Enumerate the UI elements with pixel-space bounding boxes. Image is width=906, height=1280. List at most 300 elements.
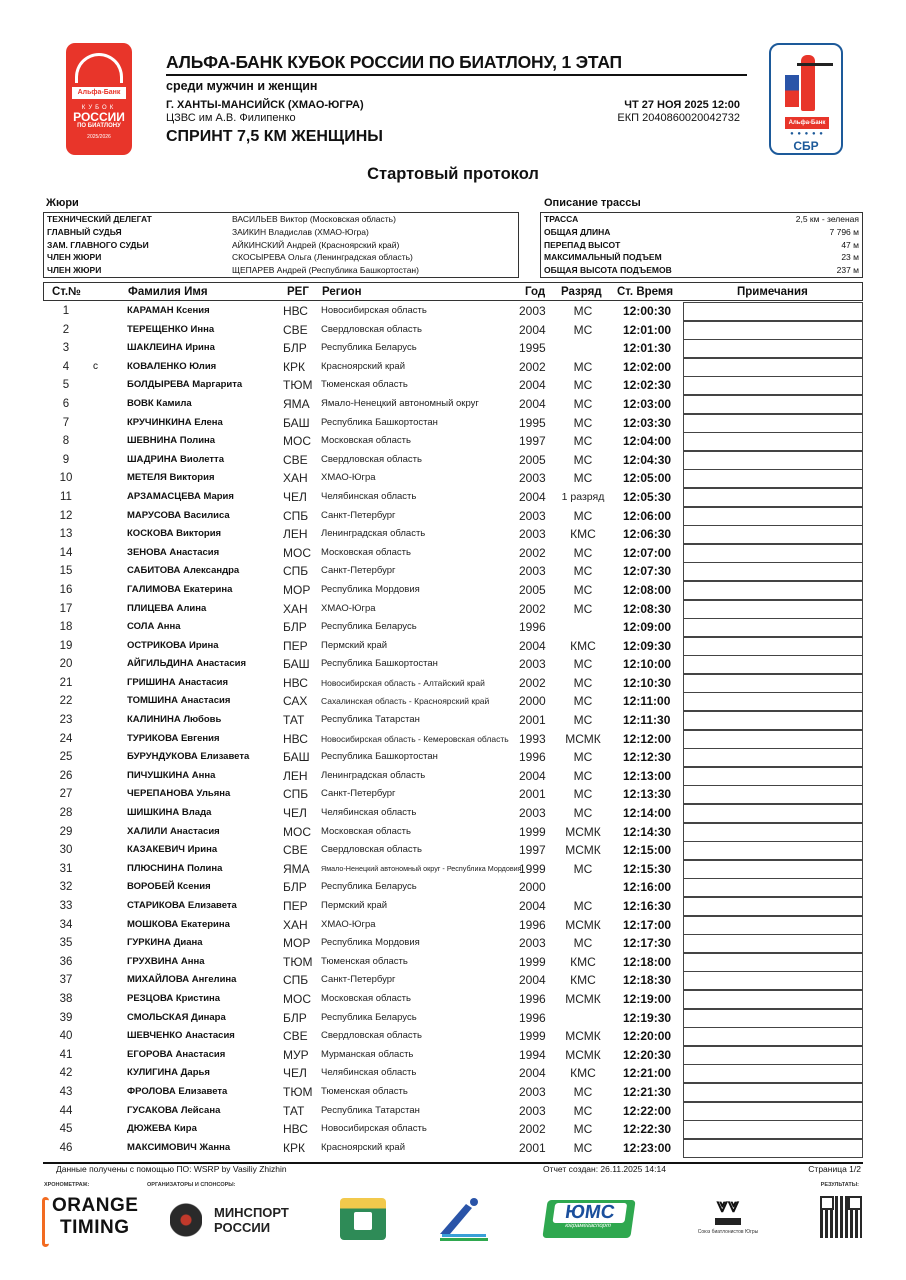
birth-year: 1994 (519, 1047, 546, 1062)
start-time: 12:19:00 (623, 991, 672, 1006)
notes-field[interactable] (683, 451, 863, 470)
start-number: 21 (59, 676, 73, 689)
start-time: 12:10:30 (623, 675, 672, 690)
notes-field[interactable] (683, 581, 863, 600)
birth-year: 1999 (519, 954, 546, 969)
region-name: Республика Башкортостан (321, 751, 438, 763)
target-icon (75, 53, 123, 83)
notes-field[interactable] (683, 1120, 863, 1139)
notes-field[interactable] (683, 692, 863, 711)
start-number: 20 (59, 658, 73, 671)
table-row (43, 1120, 863, 1139)
athlete-name: ПЛИЦЕВА Алина (127, 602, 207, 614)
table-row (43, 841, 863, 860)
start-number: 1 (62, 305, 70, 317)
notes-field[interactable] (683, 339, 863, 358)
athlete-name: АЙГИЛЬДИНА Анастасия (127, 658, 246, 670)
region-code: МОС (283, 824, 311, 839)
region-code: КРК (283, 1140, 305, 1155)
start-number: 4 (62, 360, 70, 373)
region-code: ЯМА (283, 861, 310, 876)
table-row (43, 1027, 863, 1046)
athlete-name: СТАРИКОВА Елизавета (127, 900, 237, 911)
birth-year: 1995 (519, 341, 546, 356)
notes-field[interactable] (683, 748, 863, 767)
region-name: Республика Башкортостан (321, 416, 438, 428)
birth-year: 2003 (519, 304, 546, 318)
sport-rank: КМС (570, 1066, 596, 1081)
region-code: ХАН (283, 601, 308, 616)
jury-role: ГЛАВНЫЙ СУДЬЯ (47, 226, 122, 237)
sport-rank: МС (573, 861, 593, 876)
track-row (541, 239, 862, 252)
russian-flag-icon (785, 59, 799, 107)
col-region: Регион (322, 286, 362, 298)
notes-field[interactable] (683, 823, 863, 842)
region-name: Республика Башкортостан (321, 658, 438, 670)
notes-field[interactable] (683, 618, 863, 637)
col-start-no: Ст.№ (52, 286, 81, 298)
logo-season: 2025/2026 (87, 134, 111, 140)
notes-field[interactable] (683, 1046, 863, 1065)
athlete-name: ВОРОБЕЙ Ксения (127, 881, 211, 893)
notes-field[interactable] (683, 637, 863, 656)
jury-row (44, 226, 518, 239)
sport-rank: МС (573, 694, 593, 709)
sport-rank: МСМК (565, 824, 601, 839)
minsport-line2: РОССИИ (214, 1220, 271, 1235)
region-code: БЛР (283, 341, 307, 356)
notes-field[interactable] (683, 655, 863, 674)
ums-logo-caption: юграмегаспорт (564, 1223, 612, 1229)
region-name: Новосибирская область (321, 305, 427, 316)
start-number: 31 (59, 862, 73, 875)
start-number: 16 (59, 583, 73, 596)
jury-role: ЧЛЕН ЖЮРИ (47, 252, 102, 263)
start-number: 2 (62, 323, 70, 336)
notes-field[interactable] (683, 600, 863, 619)
notes-field[interactable] (683, 395, 863, 414)
start-time: 12:08:30 (623, 601, 672, 616)
birth-year: 2004 (519, 378, 546, 393)
notes-field[interactable] (683, 1064, 863, 1083)
birth-year: 2002 (519, 675, 546, 690)
athlete-name: ШАКЛЕИНА Ирина (127, 342, 215, 354)
sport-rank: КМС (570, 954, 596, 969)
region-name: Пермский край (321, 639, 388, 651)
region-code: СВЕ (283, 322, 308, 337)
region-name: Республика Беларусь (321, 881, 417, 893)
bracket-icon (42, 1197, 49, 1247)
athlete-name: МАКСИМОВИЧ Жанна (127, 1141, 231, 1153)
start-time: 12:06:30 (623, 527, 672, 542)
notes-field[interactable] (683, 469, 863, 488)
region-name: Свердловская область (321, 323, 422, 335)
athlete-name: ЗЕНОВА Анастасия (127, 546, 220, 558)
orange-line2: TIMING (60, 1217, 130, 1238)
region-name: Пермский край (321, 900, 388, 911)
venue: ЦЗВС им А.В. Филипенко (166, 112, 296, 124)
start-number: 7 (62, 416, 70, 429)
region-name: Новосибирская область - Алтайский край (321, 677, 485, 688)
table-row (43, 302, 863, 321)
start-number: 26 (59, 769, 73, 782)
region-code: ПЕР (283, 638, 308, 653)
region-name: Тюменская область (321, 379, 408, 391)
table-row (43, 488, 863, 507)
start-number: 38 (59, 992, 73, 1005)
start-time: 12:17:30 (623, 936, 672, 951)
logo-line2: РОССИИ (73, 110, 125, 124)
region-code: САХ (283, 694, 308, 709)
track-row (541, 226, 862, 239)
athlete-name: ЕГОРОВА Анастасия (127, 1048, 226, 1060)
notes-field[interactable] (683, 916, 863, 935)
athlete-name: САБИТОВА Александра (127, 565, 240, 577)
athlete-name: ТЕРЕЩЕНКО Инна (127, 323, 215, 335)
start-number: 13 (59, 528, 73, 541)
athlete-name: КАРАМАН Ксения (127, 305, 210, 316)
region-name: Ленинградская область (321, 528, 426, 540)
start-number: 44 (59, 1104, 73, 1117)
notes-field[interactable] (683, 878, 863, 897)
region-name: ХМАО-Югра (321, 472, 376, 484)
table-header (43, 282, 863, 301)
table-row (43, 581, 863, 600)
notes-field[interactable] (683, 544, 863, 563)
sport-rank: МС (573, 1122, 593, 1137)
table-row (43, 618, 863, 637)
report-created: Отчет создан: 26.11.2025 14:14 (543, 1164, 666, 1174)
region-name: Красноярский край (321, 1141, 405, 1153)
region-name: Санкт-Петербург (321, 565, 396, 577)
start-time: 12:16:30 (623, 899, 672, 913)
region-code: ЧЕЛ (283, 806, 307, 821)
table-row (43, 767, 863, 786)
table-row (43, 916, 863, 935)
notes-field[interactable] (683, 432, 863, 451)
event-name: СПРИНТ 7,5 КМ ЖЕНЩИНЫ (166, 128, 383, 145)
region-name: Республика Мордовия (321, 937, 420, 949)
birth-year: 2002 (519, 545, 546, 560)
track-value: 2,5 км - зеленая (795, 214, 859, 224)
birth-year: 1996 (519, 1010, 546, 1025)
notes-field[interactable] (683, 1009, 863, 1028)
table-row (43, 562, 863, 581)
track-value: 237 м (836, 265, 859, 276)
birth-year: 2003 (519, 1084, 546, 1099)
notes-field[interactable] (683, 990, 863, 1009)
athlete-name: ЧЕРЕПАНОВА Ульяна (127, 788, 231, 800)
region-code: ЛЕН (283, 527, 308, 542)
start-number: 22 (59, 695, 73, 708)
notes-field[interactable] (683, 376, 863, 395)
start-number: 10 (59, 472, 73, 485)
start-number: 17 (59, 602, 73, 615)
notes-field[interactable] (683, 674, 863, 693)
start-time: 12:09:00 (623, 620, 672, 635)
birth-year: 1997 (519, 843, 546, 858)
col-reg: РЕГ (287, 286, 309, 298)
sport-rank: МС (573, 545, 593, 560)
birth-year: 2000 (519, 694, 546, 709)
region-name: Красноярский край (321, 360, 405, 372)
athlete-name: КАЛИНИНА Любовь (127, 714, 222, 726)
athlete-name: КОВАЛЕНКО Юлия (127, 360, 217, 372)
region-name: Челябинская область (321, 807, 417, 819)
athlete-name: КРУЧИНКИНА Елена (127, 416, 223, 428)
region-name: Челябинская область (321, 1067, 417, 1079)
region-name: Санкт-Петербург (321, 509, 396, 521)
notes-field[interactable] (683, 1083, 863, 1102)
orange-timing-logo (42, 1195, 139, 1243)
track-box (540, 212, 863, 278)
page-number: Страница 1/2 (808, 1164, 861, 1174)
birth-year: 2004 (519, 768, 546, 783)
jury-person: ВАСИЛЬЕВ Виктор (Московская область) (232, 214, 396, 224)
notes-field[interactable] (683, 562, 863, 581)
start-time: 12:05:00 (623, 471, 672, 486)
start-number: 14 (59, 546, 73, 559)
start-time: 12:19:30 (623, 1010, 672, 1025)
notes-field[interactable] (683, 785, 863, 804)
sport-rank: МС (573, 359, 593, 374)
table-row (43, 692, 863, 711)
birth-year: 1993 (519, 731, 546, 746)
table-row (43, 1009, 863, 1028)
start-time: 12:23:00 (623, 1140, 672, 1155)
sport-rank: МС (573, 768, 593, 783)
region-code: НВС (283, 675, 308, 690)
sport-rank: МС (573, 601, 593, 616)
start-time: 12:14:30 (623, 824, 672, 839)
athlete-name: ТОМШИНА Анастасия (127, 695, 231, 707)
athlete-name: ТУРИКОВА Евгения (127, 732, 220, 744)
results-qr-code[interactable] (820, 1196, 862, 1238)
region-code: СПБ (283, 973, 309, 988)
region-name: Республика Беларусь (321, 1011, 417, 1023)
athlete-name: БУРУНДУКОВА Елизавета (127, 751, 250, 763)
birth-year: 2001 (519, 1140, 546, 1155)
athlete-name: ПИЧУШКИНА Анна (127, 769, 216, 781)
notes-field[interactable] (683, 525, 863, 544)
region-name: Челябинская область (321, 490, 417, 502)
sport-rank: МС (573, 657, 593, 672)
start-number: 41 (59, 1048, 73, 1061)
table-row (43, 990, 863, 1009)
start-time: 12:04:30 (623, 452, 672, 467)
start-time: 12:18:30 (623, 973, 672, 988)
region-name: Санкт-Петербург (321, 974, 396, 986)
notes-field[interactable] (683, 841, 863, 860)
snowflake-shield-icon (354, 1212, 372, 1230)
birth-year: 1999 (519, 824, 546, 839)
col-name: Фамилия Имя (128, 286, 208, 298)
sport-rank: МС (573, 1084, 593, 1099)
region-code: МОС (283, 434, 311, 449)
region-code: СВЕ (283, 452, 308, 467)
table-row (43, 1139, 863, 1158)
start-time: 12:10:00 (623, 657, 672, 672)
jury-row (44, 239, 518, 252)
table-row (43, 321, 863, 340)
athlete-name: ГУРКИНА Диана (127, 937, 203, 949)
region-code: БЛР (283, 1010, 307, 1025)
document-title: Стартовый протокол (367, 165, 539, 183)
birth-year: 1999 (519, 1029, 546, 1044)
start-time: 12:16:00 (623, 880, 672, 895)
sport-rank: МСМК (565, 843, 601, 858)
sport-rank: МС (573, 899, 593, 913)
start-time: 12:21:30 (623, 1084, 672, 1099)
table-row (43, 600, 863, 619)
sport-rank: МС (573, 675, 593, 690)
region-code: ЛЕН (283, 768, 308, 783)
table-row (43, 748, 863, 767)
minsport-line1: МИНСПОРТ (214, 1205, 289, 1220)
track-value: 47 м (841, 239, 859, 250)
start-number: 30 (59, 844, 73, 857)
region-code: ТЮМ (283, 1084, 313, 1099)
start-time: 12:08:00 (623, 582, 672, 597)
start-time: 12:03:30 (623, 415, 672, 430)
start-number: 3 (62, 342, 70, 355)
table-row (43, 823, 863, 842)
start-number: 36 (59, 955, 73, 968)
sport-rank: МСМК (565, 1029, 601, 1044)
start-number: 35 (59, 937, 73, 950)
sport-rank: МСМК (565, 731, 601, 746)
sport-rank: МС (573, 452, 593, 467)
ums-logo-text: ЮМС (552, 1203, 627, 1223)
region-code: ХАН (283, 917, 308, 932)
notes-field[interactable] (683, 934, 863, 953)
region-name: Сахалинская область - Красноярский край (321, 696, 490, 707)
orange-line1: ORANGE (52, 1195, 139, 1216)
start-time: 12:01:30 (623, 341, 672, 356)
start-time: 12:06:00 (623, 508, 672, 523)
notes-field[interactable] (683, 1027, 863, 1046)
start-number: 33 (59, 900, 73, 912)
sport-rank: МСМК (565, 1047, 601, 1062)
birth-year: 2004 (519, 322, 546, 337)
sport-rank: МСМК (565, 991, 601, 1006)
sponsors-label: ОРГАНИЗАТОРЫ И СПОНСОРЫ: (147, 1182, 236, 1188)
logo-line3: ПО БИАТЛОНУ (77, 123, 121, 129)
start-time: 12:09:30 (623, 638, 672, 653)
region-code: БАШ (283, 657, 310, 672)
start-number: 25 (59, 751, 73, 764)
notes-field[interactable] (683, 730, 863, 749)
start-number: 39 (59, 1011, 73, 1024)
start-time: 12:02:30 (623, 378, 672, 393)
notes-field[interactable] (683, 302, 863, 321)
track-key: МАКСИМАЛЬНЫЙ ПОДЪЕМ (544, 252, 662, 263)
start-time: 12:18:00 (623, 954, 672, 969)
ums-logo (542, 1200, 635, 1238)
birth-year: 2004 (519, 489, 546, 504)
birth-year: 2003 (519, 564, 546, 579)
athlete-name: ГАЛИМОВА Екатерина (127, 583, 233, 595)
table-row (43, 934, 863, 953)
coat-of-arms-icon (170, 1198, 202, 1238)
athlete-name: СМОЛЬСКАЯ Динара (127, 1011, 226, 1023)
region-code: МОР (283, 582, 311, 597)
notes-field[interactable] (683, 414, 863, 433)
sport-rank: МС (573, 750, 593, 765)
track-row (541, 264, 862, 277)
notes-field[interactable] (683, 1139, 863, 1158)
region-name: Санкт-Петербург (321, 788, 396, 800)
notes-field[interactable] (683, 507, 863, 526)
region-name: Мурманская область (321, 1048, 414, 1060)
notes-field[interactable] (683, 971, 863, 990)
start-time: 12:02:00 (623, 359, 672, 374)
notes-field[interactable] (683, 860, 863, 879)
notes-field[interactable] (683, 767, 863, 786)
birth-year: 1996 (519, 991, 546, 1006)
table-row (43, 730, 863, 749)
birth-year: 2001 (519, 787, 546, 802)
region-code: СПБ (283, 787, 309, 802)
notes-field[interactable] (683, 358, 863, 377)
table-row (43, 785, 863, 804)
birth-year: 2004 (519, 973, 546, 988)
athlete-name: ПЛЮСНИНА Полина (127, 862, 223, 874)
region-name: Свердловская область (321, 844, 422, 856)
notes-field[interactable] (683, 804, 863, 823)
notes-field[interactable] (683, 897, 863, 916)
birth-year: 2002 (519, 1122, 546, 1137)
start-number: 37 (59, 974, 73, 987)
notes-field[interactable] (683, 711, 863, 730)
table-row (43, 878, 863, 897)
start-time: 12:11:00 (623, 694, 671, 709)
athlete-name: КУЛИГИНА Дарья (127, 1067, 210, 1079)
table-row (43, 1064, 863, 1083)
results-label: РЕЗУЛЬТАТЫ: (820, 1182, 859, 1188)
start-number: 11 (60, 490, 72, 503)
sport-rank: МС (573, 304, 593, 318)
notes-field[interactable] (683, 1102, 863, 1121)
sport-rank: МС (573, 936, 593, 951)
start-time: 12:22:00 (623, 1103, 672, 1118)
notes-field[interactable] (683, 321, 863, 340)
athlete-name: ГРУХВИНА Анна (127, 955, 205, 967)
athlete-name: МИХАЙЛОВА Ангелина (127, 974, 237, 986)
athlete-name: МЕТЕЛЯ Виктория (127, 472, 215, 484)
athlete-name: ШИШКИНА Влада (127, 807, 212, 819)
table-row (43, 897, 863, 916)
athlete-name: ГРИШИНА Анастасия (127, 676, 229, 688)
region-code: БАШ (283, 750, 310, 765)
start-number: 27 (59, 788, 73, 801)
start-number: 46 (59, 1141, 73, 1154)
birth-year: 2003 (519, 1103, 546, 1118)
jury-role: ЧЛЕН ЖЮРИ (47, 265, 102, 276)
start-time: 12:01:00 (623, 322, 672, 337)
birth-year: 2004 (519, 1066, 546, 1081)
birth-year: 2002 (519, 601, 546, 616)
table-row (43, 1083, 863, 1102)
notes-field[interactable] (683, 953, 863, 972)
jury-row (44, 264, 518, 277)
start-number: 23 (59, 714, 73, 727)
table-row (43, 971, 863, 990)
region-code: СВЕ (283, 843, 308, 858)
sport-rank: МС (573, 806, 593, 821)
notes-field[interactable] (683, 488, 863, 507)
